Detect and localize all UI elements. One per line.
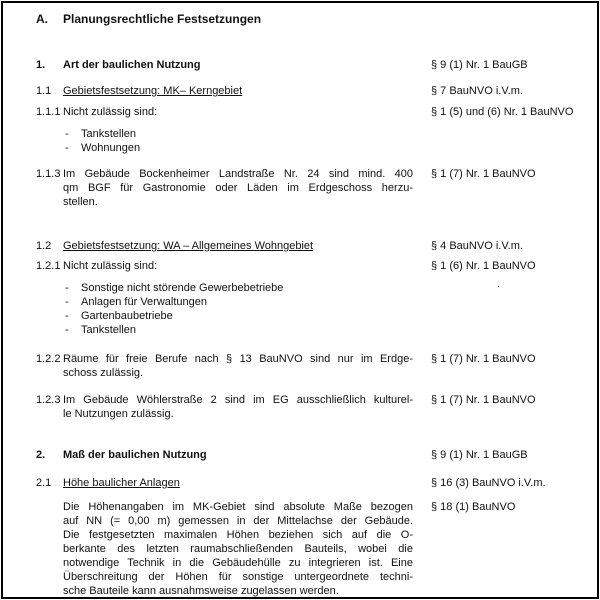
paragraph-line: stellen. <box>63 196 98 208</box>
bullet-dash-icon: - <box>65 128 69 140</box>
clause-title: Gebietsfestsetzung: MK– Kerngebiet <box>63 85 243 97</box>
legal-references <box>431 476 597 514</box>
clause-1-1-3 <box>36 167 597 209</box>
document-page <box>1 1 599 599</box>
legal-reference: § 1 (7) Nr. 1 BauNVO <box>431 168 536 180</box>
legal-reference: § 7 BauNVO i.V.m. <box>431 85 523 97</box>
paragraph-line: auf NN (= 0,00 m) gemessen in der Mittelachse der Gebäude. <box>63 515 413 527</box>
section-heading <box>36 12 597 27</box>
clause-list <box>36 58 597 598</box>
clause-number: 1.2.3 <box>36 394 61 406</box>
clause-body <box>63 259 413 337</box>
bullet-text: Wohnungen <box>81 142 141 154</box>
bullet-text: Gartenbaubetriebe <box>81 310 173 322</box>
legal-references <box>431 352 597 366</box>
legal-reference: § 1 (5) und (6) Nr. 1 BauNVO <box>431 106 574 118</box>
clause-body <box>63 105 413 155</box>
clause-number: 1.2.1 <box>36 260 61 272</box>
clause-paragraph <box>63 167 413 209</box>
clause-1-2-3 <box>36 393 597 421</box>
bullet-item <box>65 309 413 323</box>
bullet-text: Tankstellen <box>81 128 137 140</box>
legal-reference: § 1 (6) Nr. 1 BauNVO <box>431 260 536 272</box>
clause-number: 2. <box>36 449 46 461</box>
paragraph-line: Im Gebäude Bockenheimer Landstraße Nr. 24 sind mind. 400 <box>63 168 413 180</box>
legal-reference: § 4 BauNVO i.V.m. <box>431 240 523 252</box>
clause-body <box>63 352 413 380</box>
clause-1-1 <box>36 84 597 98</box>
clause-body <box>63 239 413 253</box>
clause-body <box>63 448 413 462</box>
clause-2-1 <box>36 476 597 598</box>
clause-body <box>63 84 413 98</box>
clause-title: Höhe baulicher Anlagen <box>63 477 180 489</box>
clause-number: 1.2 <box>36 240 52 252</box>
paragraph-line: Überschreitung der Höhen für sonstige untergeordnete techni- <box>63 571 413 583</box>
paragraph-line: notwendige Technik in die Gebäudehülle zu integrieren ist. Eine <box>63 557 413 569</box>
legal-reference: § 1 (7) Nr. 1 BauNVO <box>431 353 536 365</box>
clause-1-2 <box>36 239 597 253</box>
page-title: Planungsrechtliche Festsetzungen <box>63 12 262 26</box>
legal-reference: § 18 (1) BauNVO <box>431 501 516 513</box>
legal-references <box>431 167 597 181</box>
clause-number: 1. <box>36 59 46 71</box>
clause-title: Gebietsfestsetzung: WA – Allgemeines Wohngebiet <box>63 240 314 252</box>
clause-paragraph <box>63 500 413 598</box>
paragraph-line: sche Bauteile kann ausnahmsweise zugelassen werden. <box>63 585 339 597</box>
clause-body <box>63 167 413 209</box>
clause-number: 1.1.3 <box>36 168 61 180</box>
clause-1 <box>36 58 597 72</box>
bullet-list <box>63 127 413 155</box>
legal-references <box>431 448 597 462</box>
paragraph-line: Die Höhenangaben im MK-Gebiet sind absolute Maße bezogen <box>63 501 413 513</box>
clause-title: Nicht zulässig sind: <box>63 106 158 118</box>
legal-reference: § 9 (1) Nr. 1 BauGB <box>431 59 528 71</box>
clause-body <box>63 58 413 72</box>
legal-references <box>431 58 597 72</box>
legal-reference: § 1 (7) Nr. 1 BauNVO <box>431 394 536 406</box>
bullet-dash-icon: - <box>65 310 69 322</box>
bullet-text: Anlagen für Verwaltungen <box>81 296 207 308</box>
clause-paragraph <box>63 352 413 380</box>
clause-number: 1.2.2 <box>36 353 61 365</box>
legal-references <box>431 84 597 98</box>
bullet-item <box>65 281 413 295</box>
bullet-item <box>65 323 413 337</box>
bullet-dash-icon: - <box>65 282 69 294</box>
paragraph-line: Im Gebäude Wöhlerstraße 2 sind im EG ausschließlich kulturel- <box>63 394 413 406</box>
clause-title: Art der baulichen Nutzung <box>63 59 201 71</box>
clause-2 <box>36 448 597 462</box>
clause-1-2-2 <box>36 352 597 380</box>
clause-1-1-1 <box>36 105 597 155</box>
clause-1-2-1 <box>36 259 597 337</box>
scan-artifact-dot: . <box>497 278 501 290</box>
paragraph-line: qm BGF für Gastronomie oder Läden im Erdgeschoss herzu- <box>63 182 413 194</box>
legal-references <box>431 393 597 407</box>
bullet-item <box>65 141 413 155</box>
section-letter: A. <box>36 12 48 26</box>
bullet-text: Sonstige nicht störende Gewerbebetriebe <box>81 282 284 294</box>
clause-number: 2.1 <box>36 477 52 489</box>
legal-reference: § 16 (3) BauNVO i.V.m. <box>431 477 546 489</box>
bullet-dash-icon: - <box>65 324 69 336</box>
paragraph-line: Die festgesetzten maximalen Höhen beziehen sich auf die O- <box>63 529 413 541</box>
paragraph-line: berkante des letzten raumabschließenden Bauteils, wobei die <box>63 543 413 555</box>
bullet-dash-icon: - <box>65 142 69 154</box>
paragraph-line: Räume für freie Berufe nach § 13 BauNVO sind nur im Erdge- <box>63 353 413 365</box>
bullet-list <box>63 281 413 337</box>
paragraph-line: le Nutzungen zulässig. <box>63 408 174 420</box>
legal-references <box>431 105 597 119</box>
legal-references <box>431 239 597 253</box>
clause-number: 1.1 <box>36 85 52 97</box>
paragraph-line: schoss zulässig. <box>63 367 144 379</box>
bullet-text: Tankstellen <box>81 324 137 336</box>
bullet-item <box>65 295 413 309</box>
clause-title: Maß der baulichen Nutzung <box>63 449 207 461</box>
clause-title: Nicht zulässig sind: <box>63 260 158 272</box>
clause-number: 1.1.1 <box>36 106 61 118</box>
legal-reference: § 9 (1) Nr. 1 BauGB <box>431 449 528 461</box>
clause-body <box>63 476 413 598</box>
bullet-dash-icon: - <box>65 296 69 308</box>
clause-body <box>63 393 413 421</box>
bullet-item <box>65 127 413 141</box>
clause-paragraph <box>63 393 413 421</box>
legal-references <box>431 259 597 273</box>
